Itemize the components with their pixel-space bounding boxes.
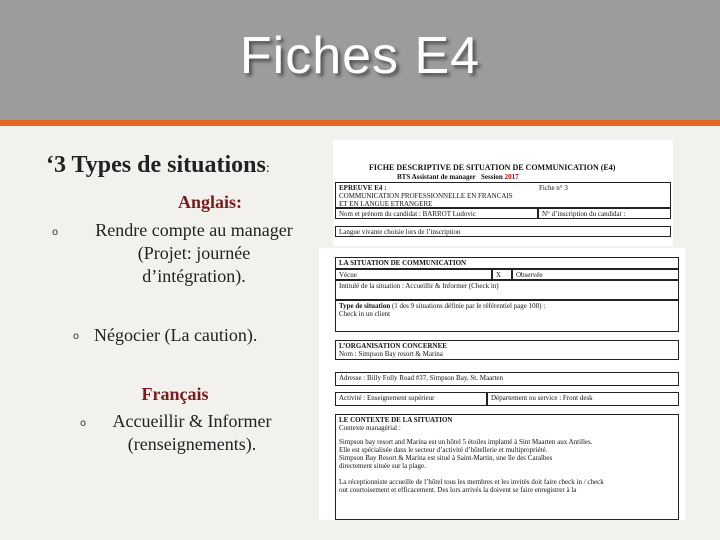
doc-para2-line1: La réceptionniste accueille de l’hôtel tous les membres et les invités doit faire check in / check: [339, 478, 604, 486]
fiche-header-image: [333, 140, 673, 246]
doc-langue: Langue vivante choisie lors de l’inscription: [335, 226, 671, 237]
doc-contexte-sub: Contexte managérial :: [339, 424, 401, 432]
doc-title: FICHE DESCRIPTIVE DE SITUATION DE COMMUNICATION (E4): [369, 164, 616, 172]
doc-departement: Département ou service : Front desk: [487, 392, 679, 406]
doc-contexte-header: LE CONTEXTE DE LA SITUATION: [339, 416, 453, 424]
doc-intitule: Intitulé de la situation : Accueillir & Informer (Check in): [335, 280, 679, 300]
doc-situation-header: LA SITUATION DE COMMUNICATION: [335, 257, 679, 269]
anglais-item-1-line2: (Projet: journée: [137, 243, 251, 263]
doc-org-box: [335, 340, 679, 360]
doc-subtitle-line: [397, 173, 597, 181]
doc-subtitle: BTS Assistant de manager: [397, 173, 476, 181]
doc-candidat: Nom et prénom du candidat : BARROT Ludovic: [335, 208, 538, 219]
doc-nom: Nom : Simpson Bay resort & Marina: [339, 350, 443, 358]
francais-item-line2: (renseignements).: [127, 434, 257, 454]
doc-epreuve-box: [335, 182, 671, 208]
doc-activite: Activité : Enseignement supérieur: [335, 392, 487, 406]
doc-fiche-no: Fiche n° 3: [539, 184, 568, 192]
doc-para1-line2: Elle est spécialisée dans le secteur d’activité d’hôtellerie et multipropriété.: [339, 446, 548, 454]
slide-title: Fiches E4: [239, 27, 481, 85]
accent-rule: [0, 120, 720, 126]
doc-type-box: [335, 300, 679, 332]
doc-para1-line3: Simpson Bay Resort & Marina est situé à Saint-Martin, une île des Caraïbes: [339, 454, 553, 462]
doc-inscription: N° d’inscription du candidat :: [538, 208, 671, 219]
doc-comm1: COMMUNICATION PROFESSIONNELLE EN FRANCAIS: [339, 192, 513, 200]
doc-type-value: Check in un client: [339, 310, 391, 318]
doc-para1-line1: Simpson bay resort and Marina est un hôtel 5 étoiles implanté à Sint Maarten aux Antilles.: [339, 438, 593, 446]
doc-vecue: Vécue: [335, 269, 492, 280]
bullet-icon: o: [80, 418, 87, 429]
heading-text: ‘3 Types de situations: [46, 152, 266, 178]
doc-para1-line4: directement située sur la plage.: [339, 462, 426, 470]
doc-comm2: ET EN LANGUE ETRANGERE: [339, 200, 433, 208]
francais-item-line1: Accueillir & Informer: [112, 411, 272, 431]
bullet-icon: o: [52, 227, 59, 238]
doc-contexte-box: [335, 414, 679, 520]
doc-session-year: 2017: [504, 173, 519, 181]
fiche-body-image: [319, 248, 685, 520]
doc-para2-line2: out courtoisement et efficacement. Des lors arrivés la doivent se faire enregistrer à la: [339, 486, 577, 494]
francais-label: Français: [141, 384, 209, 404]
doc-adresse: Adresse : Billy Folly Road #37, Simpson Bay, St. Maarten: [335, 372, 679, 386]
doc-observee: Observée: [512, 269, 679, 280]
doc-x-mark: X: [492, 269, 512, 280]
anglais-item-2: Négocier (La caution).: [94, 325, 258, 345]
anglais-item-1-line3: d’intégration).: [142, 266, 246, 286]
section-heading: [46, 152, 270, 179]
doc-org-header: L’ORGANISATION CONCERNEE: [339, 342, 447, 350]
doc-type-note: (1 des 9 situations définie par le référentiel page 108) :: [391, 302, 546, 310]
doc-session-label: Session: [481, 173, 503, 181]
heading-colon: :: [265, 161, 270, 176]
doc-type-label: Type de situation: [339, 302, 391, 310]
anglais-item-1-line1: Rendre compte au manager: [95, 220, 293, 240]
anglais-label: Anglais:: [177, 192, 242, 212]
bullet-icon: o: [73, 331, 80, 342]
doc-epreuve: EPREUVE E4 :: [339, 184, 387, 192]
